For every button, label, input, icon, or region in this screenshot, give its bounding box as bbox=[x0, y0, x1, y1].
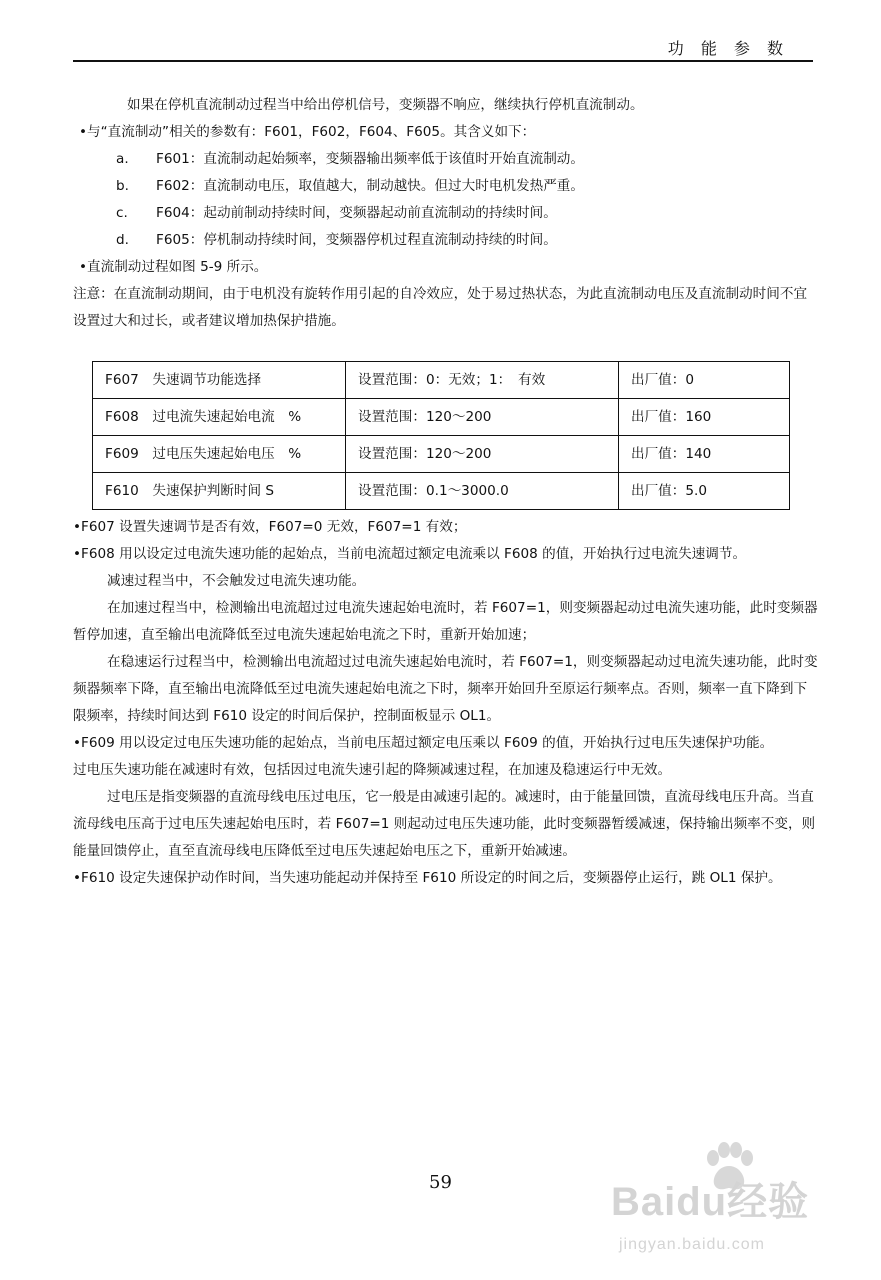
table-row bbox=[93, 473, 790, 510]
page-content bbox=[73, 92, 818, 892]
header-title: 功 能 参 数 bbox=[667, 39, 789, 58]
table-cell-range: 设置范围：120～200 bbox=[346, 436, 619, 473]
table-cell-param: F608 过电流失速起始电流 % bbox=[93, 399, 346, 436]
table-cell-default: 出厂值：0 bbox=[619, 362, 790, 399]
parameter-table bbox=[92, 361, 790, 510]
table-cell-default: 出厂值：140 bbox=[619, 436, 790, 473]
list-item-letter: b. bbox=[116, 178, 129, 194]
paragraph: 在稳速运行过程当中，检测输出电流超过过电流失速起始电流时，若 F607=1，则变频器起动过电流失速功能，此时变频器频率下降，直至输出电流降低至过电流失速起始电流之下时，频率开始回升至原运行频率点。否则，频率一直下降到下限频率，持续时间达到 F610 设定的时间后保护，控制面板显示 OL1。 bbox=[73, 654, 818, 724]
table-cell-param: F610 失速保护判断时间 S bbox=[93, 473, 346, 510]
paragraph: 减速过程当中，不会触发过电流失速功能。 bbox=[107, 573, 366, 589]
list-item-text: F605：停机制动持续时间，变频器停机过程直流制动持续的时间。 bbox=[156, 232, 557, 248]
paragraph: •直流制动过程如图 5-9 所示。 bbox=[79, 259, 268, 275]
paragraph: •F607 设置失速调节是否有效，F607=0 无效，F607=1 有效； bbox=[73, 519, 467, 535]
list-item bbox=[73, 227, 818, 254]
table-cell-range: 设置范围：0.1～3000.0 bbox=[346, 473, 619, 510]
table-row bbox=[93, 362, 790, 399]
table-cell-range: 设置范围：120～200 bbox=[346, 399, 619, 436]
list-item bbox=[73, 146, 818, 173]
table-cell-param: F609 过电压失速起始电压 % bbox=[93, 436, 346, 473]
paragraph: •F610 设定失速保护动作时间，当失速功能起动并保持至 F610 所设定的时间之后，变频器停止运行，跳 OL1 保护。 bbox=[73, 870, 782, 886]
list-item-text: F604：起动前制动持续时间，变频器起动前直流制动的持续时间。 bbox=[156, 205, 557, 221]
baidu-watermark bbox=[611, 1140, 841, 1270]
page-number: 59 bbox=[429, 1172, 452, 1193]
list-item-text: F602：直流制动电压，取值越大，制动越快。但过大时电机发热严重。 bbox=[156, 178, 584, 194]
spacer bbox=[73, 335, 818, 361]
table-cell-range: 设置范围：0：无效；1： 有效 bbox=[346, 362, 619, 399]
list-item-letter: c. bbox=[116, 205, 128, 221]
table-cell-default: 出厂值：160 bbox=[619, 399, 790, 436]
list-item bbox=[73, 200, 818, 227]
list-item-text: F601：直流制动起始频率，变频器输出频率低于该值时开始直流制动。 bbox=[156, 151, 584, 167]
list-item-letter: d. bbox=[116, 232, 129, 248]
paragraph: 在加速过程当中，检测输出电流超过过电流失速起始电流时，若 F607=1，则变频器起动过电流失速功能，此时变频器暂停加速，直至输出电流降低至过电流失速起始电流之下时，重新开始加速； bbox=[73, 600, 818, 643]
watermark-url: jingyan.baidu.com bbox=[619, 1236, 765, 1253]
paragraph: 过电压是指变频器的直流母线电压过电压，它一般是由减速引起的。减速时，由于能量回馈，直流母线电压升高。当直流母线电压高于过电压失速起始电压时，若 F607=1 则起动过电压失速功能，此时变频器暂缓减速，保持输出频率不变，则能量回馈停止，直至直流母线电压降低至过电压失速起始电压之下，重新开始减速。 bbox=[73, 789, 816, 859]
table-cell-default: 出厂值：5.0 bbox=[619, 473, 790, 510]
table-row bbox=[93, 399, 790, 436]
table-cell-param: F607 失速调节功能选择 bbox=[93, 362, 346, 399]
list-item-letter: a. bbox=[116, 151, 129, 167]
header-divider bbox=[73, 60, 813, 62]
watermark-logo: Baidu经验 bbox=[611, 1180, 810, 1224]
paragraph: •F608 用以设定过电流失速功能的起始点，当前电流超过额定电流乘以 F608 的值，开始执行过电流失速调节。 bbox=[73, 546, 747, 562]
paragraph: •与“直流制动”相关的参数有：F601，F602，F604、F605。其含义如下： bbox=[79, 124, 536, 140]
list-item bbox=[73, 173, 818, 200]
paragraph: 过电压失速功能在减速时有效，包括因过电流失速引起的降频减速过程，在加速及稳速运行中无效。 bbox=[73, 762, 672, 778]
paragraph: •F609 用以设定过电压失速功能的起始点，当前电压超过额定电压乘以 F609 的值，开始执行过电压失速保护功能。 bbox=[73, 735, 774, 751]
paragraph: 如果在停机直流制动过程当中给出停机信号，变频器不响应，继续执行停机直流制动。 bbox=[127, 97, 644, 113]
table-row bbox=[93, 436, 790, 473]
note-paragraph: 注意：在直流制动期间，由于电机没有旋转作用引起的自冷效应，处于易过热状态，为此直流制动电压及直流制动时间不宜设置过大和过长，或者建议增加热保护措施。 bbox=[73, 286, 808, 329]
